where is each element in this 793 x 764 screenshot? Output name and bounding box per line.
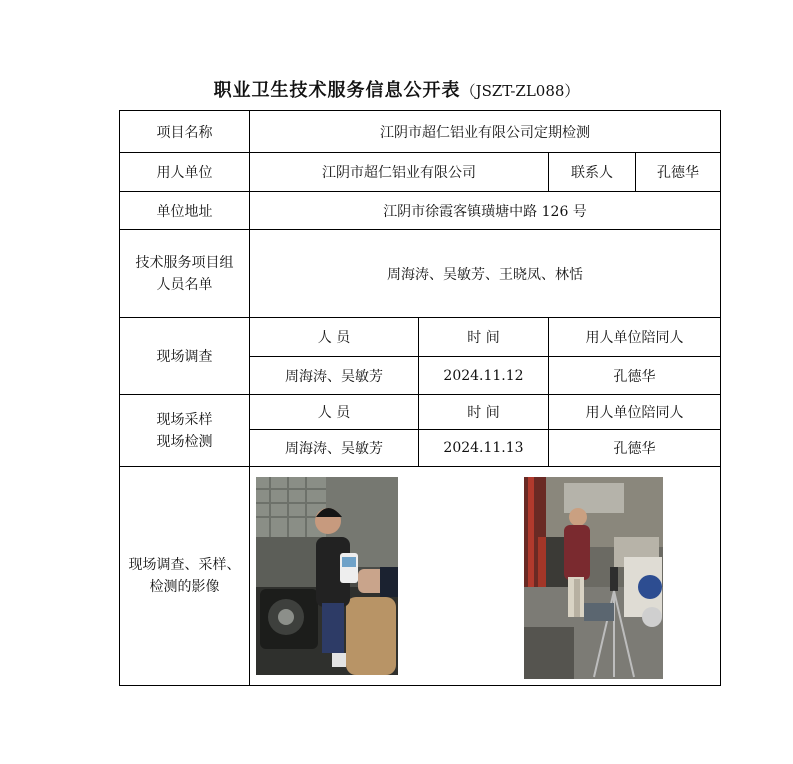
disclosure-table [119,110,721,686]
survey-people: 周海涛、吴敏芳 [250,357,419,395]
survey-header-people: 人 员 [250,318,419,357]
survey-escort: 孔德华 [549,357,721,395]
survey-header-time: 时 间 [419,318,549,357]
row-address [120,192,721,230]
employer-value: 江阴市超仁铝业有限公司 [250,153,549,192]
form-code: （JSZT-ZL088） [460,82,580,100]
address-label: 单位地址 [120,192,250,230]
images-label [120,467,250,686]
survey-label: 现场调查 [120,318,250,395]
page-title [0,76,793,102]
employer-label: 用人单位 [120,153,250,192]
sampling-time: 2024.11.13 [419,430,549,467]
row-employer [120,153,721,192]
contact-label: 联系人 [549,153,636,192]
row-sampling-header [120,395,721,430]
survey-header-escort: 用人单位陪同人 [549,318,721,357]
team-label-line1: 技术服务项目组 [135,254,234,271]
site-photo-worker [256,477,398,675]
row-images [120,467,721,686]
sampling-header-time: 时 间 [419,395,549,430]
team-label [120,230,250,318]
sampling-label-line1: 现场采样 [156,411,213,428]
sampling-header-people: 人 员 [250,395,419,430]
team-value: 周海涛、吴敏芳、王晓凤、林恬 [250,230,721,318]
site-photo-sampling [524,477,663,679]
row-survey-header [120,318,721,357]
survey-time: 2024.11.12 [419,357,549,395]
sampling-label [120,395,250,467]
images-label-line2: 检测的影像 [149,579,220,595]
title-main: 职业卫生技术服务信息公开表 [213,80,461,101]
project-name-value: 江阴市超仁铝业有限公司定期检测 [250,111,721,153]
team-label-line2: 人员名单 [156,276,213,293]
sampling-people: 周海涛、吴敏芳 [250,430,419,467]
row-team [120,230,721,318]
address-value: 江阴市徐霞客镇璜塘中路 126 号 [250,192,721,230]
project-name-label: 项目名称 [120,111,250,153]
sampling-escort: 孔德华 [549,430,721,467]
sampling-header-escort: 用人单位陪同人 [549,395,721,430]
sampling-label-line2: 现场检测 [156,433,213,450]
images-cell [250,467,721,686]
contact-value: 孔德华 [636,153,721,192]
images-label-line1: 现场调查、采样、 [128,557,241,573]
row-project [120,111,721,153]
